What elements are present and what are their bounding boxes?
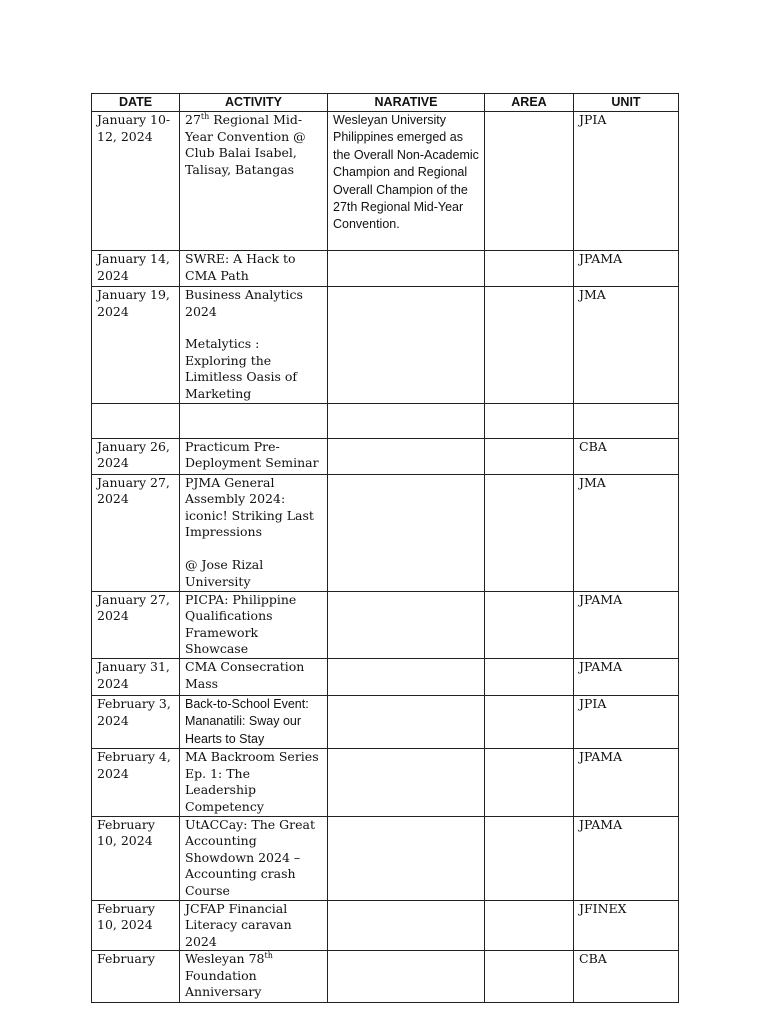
table-row-empty [92,403,679,438]
table-row [92,749,679,816]
table-row [92,591,679,658]
narrative-cell [328,474,485,591]
header-date: DATE [92,94,180,112]
table-header-row [92,94,679,112]
date-cell: January 31, 2024 [92,658,180,695]
unit-cell: JPAMA [574,591,679,658]
narrative-cell [328,658,485,695]
table-row [92,658,679,695]
narrative-cell [328,251,485,287]
area-cell [485,951,574,1003]
activity-cell: 27th Regional Mid-Year Convention @ Club Balai Isabel, Talisay, Batangas [180,112,328,251]
narrative-cell [328,287,485,404]
date-cell: January 26, 2024 [92,438,180,474]
date-cell: February 4, 2024 [92,749,180,816]
unit-cell: JPAMA [574,251,679,287]
unit-cell [574,403,679,438]
activity-cell: UtACCay: The Great Accounting Showdown 2024 – Accounting crash Course [180,816,328,900]
area-cell [485,474,574,591]
date-cell: January 19, 2024 [92,287,180,404]
unit-cell: JPAMA [574,658,679,695]
table-row [92,438,679,474]
activity-report-table [91,93,679,1003]
unit-cell: JPAMA [574,816,679,900]
table-row [92,900,679,951]
activity-cell: Wesleyan 78th Foundation Anniversary [180,951,328,1003]
unit-cell: JFINEX [574,900,679,951]
date-cell: February 10, 2024 [92,900,180,951]
table-row [92,251,679,287]
unit-cell: CBA [574,951,679,1003]
header-narative: NARATIVE [328,94,485,112]
activity-cell: Back-to-School Event: Mananatili: Sway our Hearts to Stay [180,695,328,748]
activity-cell: MA Backroom Series Ep. 1: The Leadership Competency [180,749,328,816]
header-activity: ACTIVITY [180,94,328,112]
unit-cell: JPIA [574,112,679,251]
area-cell [485,112,574,251]
date-cell: February [92,951,180,1003]
area-cell [485,658,574,695]
area-cell [485,403,574,438]
activity-cell: JCFAP Financial Literacy caravan 2024 [180,900,328,951]
area-cell [485,287,574,404]
table-row [92,951,679,1003]
narrative-cell [328,816,485,900]
activity-cell: PICPA: Philippine Qualifications Framework Showcase [180,591,328,658]
narrative-cell [328,900,485,951]
area-cell [485,251,574,287]
narrative-cell [328,695,485,748]
narrative-cell [328,403,485,438]
activity-cell: Business Analytics 2024 Metalytics : Exploring the Limitless Oasis of Marketing [180,287,328,404]
unit-cell: JPIA [574,695,679,748]
date-cell: January 27, 2024 [92,591,180,658]
area-cell [485,749,574,816]
date-cell [92,403,180,438]
header-unit: UNIT [574,94,679,112]
unit-cell: JMA [574,474,679,591]
area-cell [485,438,574,474]
narrative-cell [328,591,485,658]
area-cell [485,900,574,951]
date-cell: January 27, 2024 [92,474,180,591]
activity-cell: PJMA General Assembly 2024: iconic! Striking Last Impressions @ Jose Rizal University [180,474,328,591]
area-cell [485,816,574,900]
activity-cell [180,403,328,438]
activity-cell: CMA Consecration Mass [180,658,328,695]
table-row [92,816,679,900]
unit-cell: CBA [574,438,679,474]
table-row [92,287,679,404]
unit-cell: JPAMA [574,749,679,816]
unit-cell: JMA [574,287,679,404]
activity-cell: SWRE: A Hack to CMA Path [180,251,328,287]
narrative-cell [328,749,485,816]
narrative-cell: Wesleyan University Philippines emerged as the Overall Non-Academic Champion and Regional Overall Champion of the 27th Regional Mid-Year Convention. [328,112,485,251]
activity-cell: Practicum Pre-Deployment Seminar [180,438,328,474]
narrative-cell [328,951,485,1003]
area-cell [485,695,574,748]
table-row [92,112,679,251]
header-area: AREA [485,94,574,112]
table-row [92,474,679,591]
date-cell: February 3, 2024 [92,695,180,748]
date-cell: February 10, 2024 [92,816,180,900]
area-cell [485,591,574,658]
narrative-cell [328,438,485,474]
date-cell: January 14, 2024 [92,251,180,287]
table-row [92,695,679,748]
date-cell: January 10-12, 2024 [92,112,180,251]
